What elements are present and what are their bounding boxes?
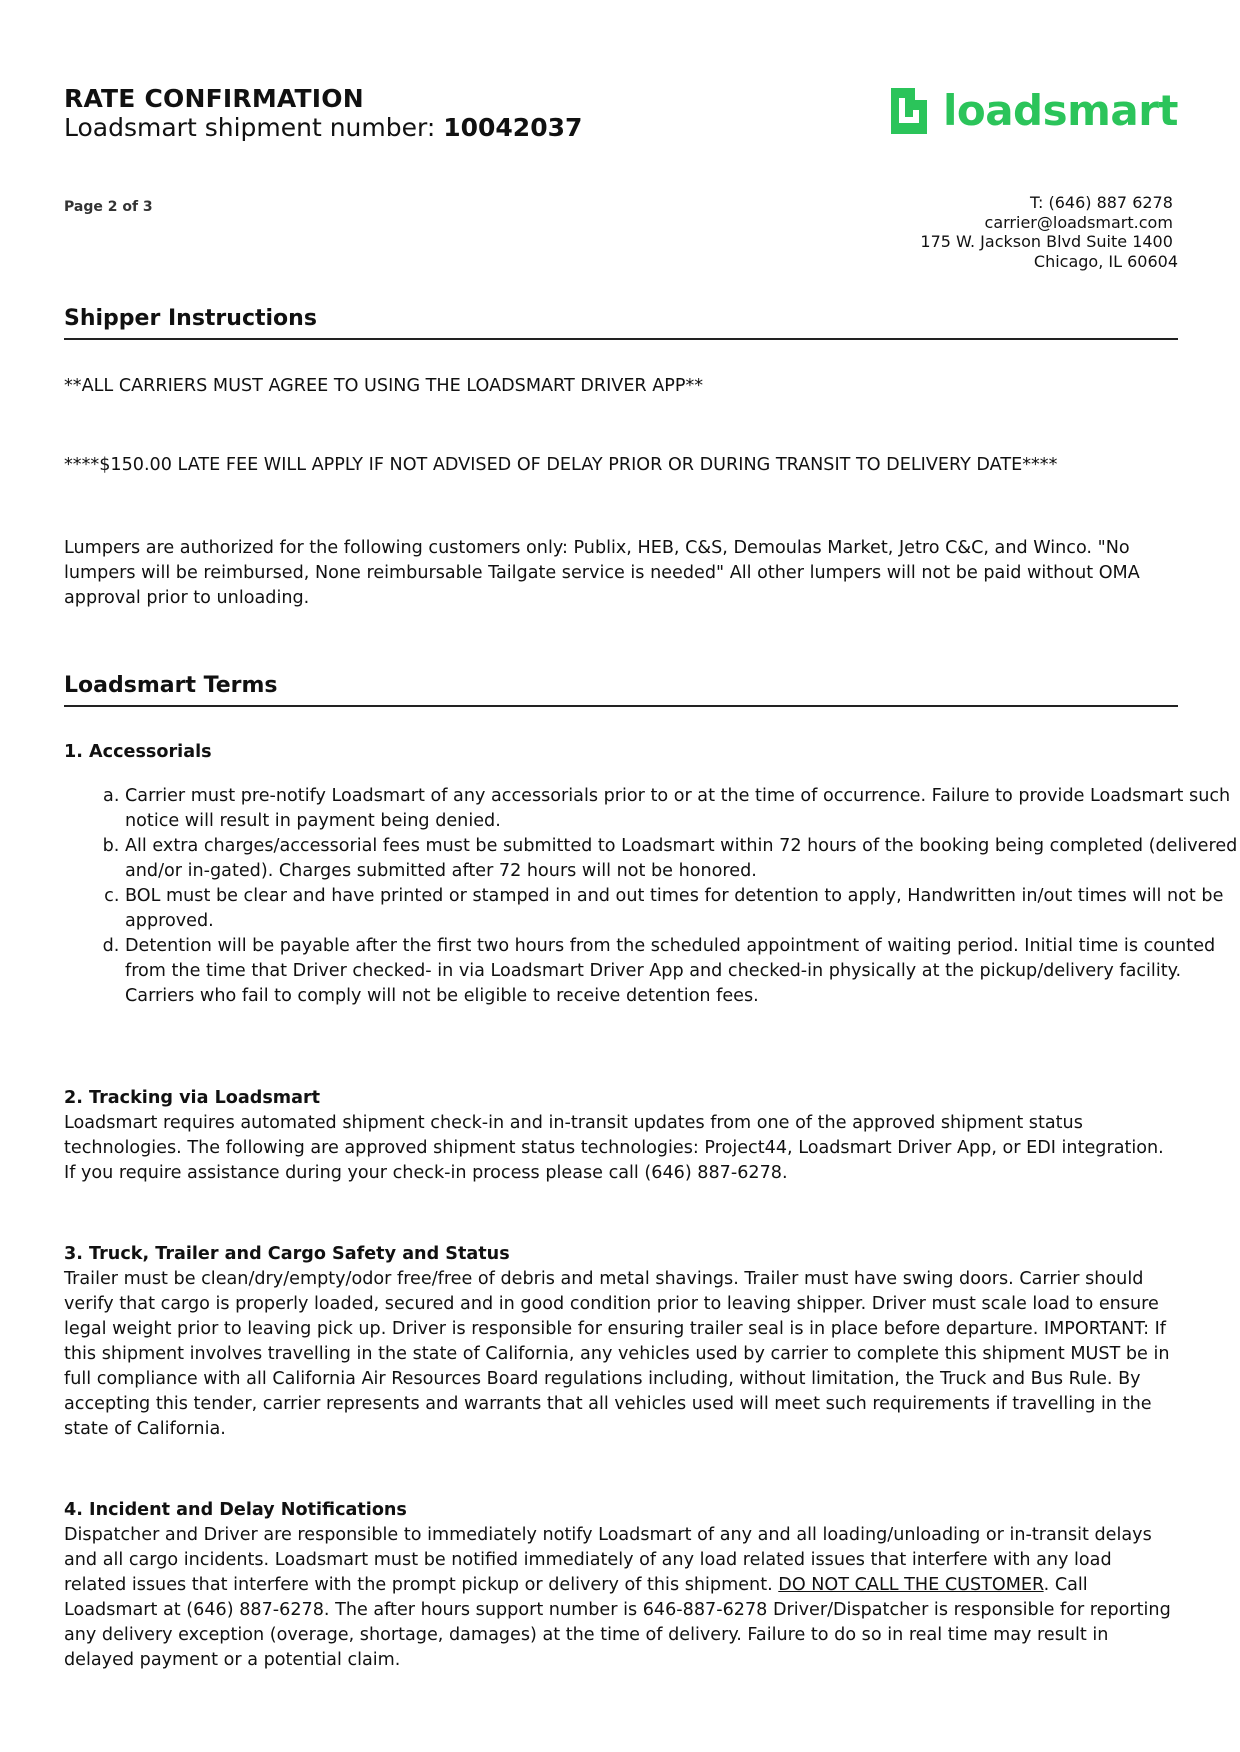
contact-phone: T: (646) 887 6278 [1029,193,1178,212]
shipper-instruction-late-fee: ****$150.00 LATE FEE WILL APPLY IF NOT ADVISED OF DELAY PRIOR OR DURING TRANSIT TO DELIVERY DATE**** [64,455,1058,475]
do-not-call-customer-notice: DO NOT CALL THE CUSTOMER [778,1575,1044,1595]
shipper-instructions-title: Shipper Instructions [64,305,1178,340]
tracking-heading: 2. Tracking via Loadsmart [64,1088,321,1108]
page-number: Page 2 of 3 [64,199,153,215]
safety-section [64,1242,1178,1442]
contact-address-line1: 175 W. Jackson Blvd Suite 1400 [920,232,1178,251]
incident-body-end: . Call Loadsmart at (646) 887-6278. The after hours support number is 646-887-6278 Driver/Dispatcher is responsible for reporting any delivery exception (overage, shortage, damages) at the time of delivery. Failure to do so in real time may result in delayed payment or a potential claim. [64,1575,1171,1670]
shipment-number-label: Loadsmart shipment number: [64,113,444,142]
accessorials-item: d. Detention will be payable after the first two hours from the scheduled appointment of waiting period. Initial time is counted from the time that Driver checked- in via Loadsmart Driver App and checked-in physically at the pickup/delivery facility. Carriers who fail to comply will not be eligible to receive detention fees. [125,934,1239,1009]
contact-info [920,193,1178,271]
accessorials-item: b. All extra charges/accessorial fees must be submitted to Loadsmart within 72 hours of the booking being completed (delivered and/or in-gated). Charges submitted after 72 hours will not be honored. [125,834,1239,884]
accessorials-item: c. BOL must be clear and have printed or stamped in and out times for detention to apply, Handwritten in/out times will not be approved. [125,884,1239,934]
tracking-body: Loadsmart requires automated shipment check-in and in-transit updates from one of the approved shipment status technologies. The following are approved shipment status technologies: Project44, Loadsmart Driver App, or EDI integration. If you require assistance during your check-in process please call (646) 887-6278. [64,1113,1164,1183]
contact-address-line2: Chicago, IL 60604 [1033,251,1178,271]
loadsmart-logo [885,84,1178,138]
shipment-number: 10042037 [443,113,583,142]
safety-body: Trailer must be clean/dry/empty/odor free/free of debris and metal shavings. Trailer must have swing doors. Carrier should verify that cargo is properly loaded, secured and in good condition prior to leaving shipper. Driver must scale load to ensure legal weight prior to leaving pick up. Driver is responsible for ensuring trailer seal is in place before departure. IMPORTANT: If this shipment involves travelling in the state of California, any vehicles used by carrier to complete this shipment MUST be in full compliance with all California Air Resources Board regulations including, without limitation, the Truck and Bus Rule. By accepting this tender, carrier represents and warrants that all vehicles used will meet such requirements if travelling in the state of California. [64,1269,1170,1439]
tracking-section [64,1086,1178,1186]
document-page [64,0,1238,1752]
document-title: RATE CONFIRMATION [64,84,364,113]
safety-heading: 3. Truck, Trailer and Cargo Safety and Status [64,1244,510,1264]
loadsmart-terms-title: Loadsmart Terms [64,672,1178,707]
loadsmart-logo-text: loadsmart [942,86,1178,135]
incident-section [64,1498,1178,1673]
contact-email: carrier@loadsmart.com [984,212,1178,232]
accessorials-heading: 1. Accessorials [64,742,212,762]
accessorials-item: a. Carrier must pre-notify Loadsmart of any accessorials prior to or at the time of occurrence. Failure to provide Loadsmart such notice will result in payment being denied. [125,784,1239,834]
loadsmart-logo-icon [885,86,933,136]
incident-body [64,1523,1178,1673]
shipment-number-line [64,113,582,143]
accessorials-list [64,784,1239,1009]
shipper-instruction-app: **ALL CARRIERS MUST AGREE TO USING THE LOADSMART DRIVER APP** [64,376,704,396]
shipper-instruction-lumpers: Lumpers are authorized for the following customers only: Publix, HEB, C&S, Demoulas Market, Jetro C&C, and Winco. "No lumpers will be reimbursed, None reimbursable Tailgate service is needed" All other lumpers will not be paid without OMA approval prior to unloading. [64,538,1140,608]
incident-body-start: Dispatcher and Driver are responsible to immediately notify Loadsmart of any and all loading/unloading or in-transit delays and all cargo incidents. Loadsmart must be notified immediately of any load related issues that interfere with any load related issues that interfere with the prompt pickup or delivery of this shipment. [64,1525,1152,1595]
incident-heading: 4. Incident and Delay Notifications [64,1500,407,1520]
